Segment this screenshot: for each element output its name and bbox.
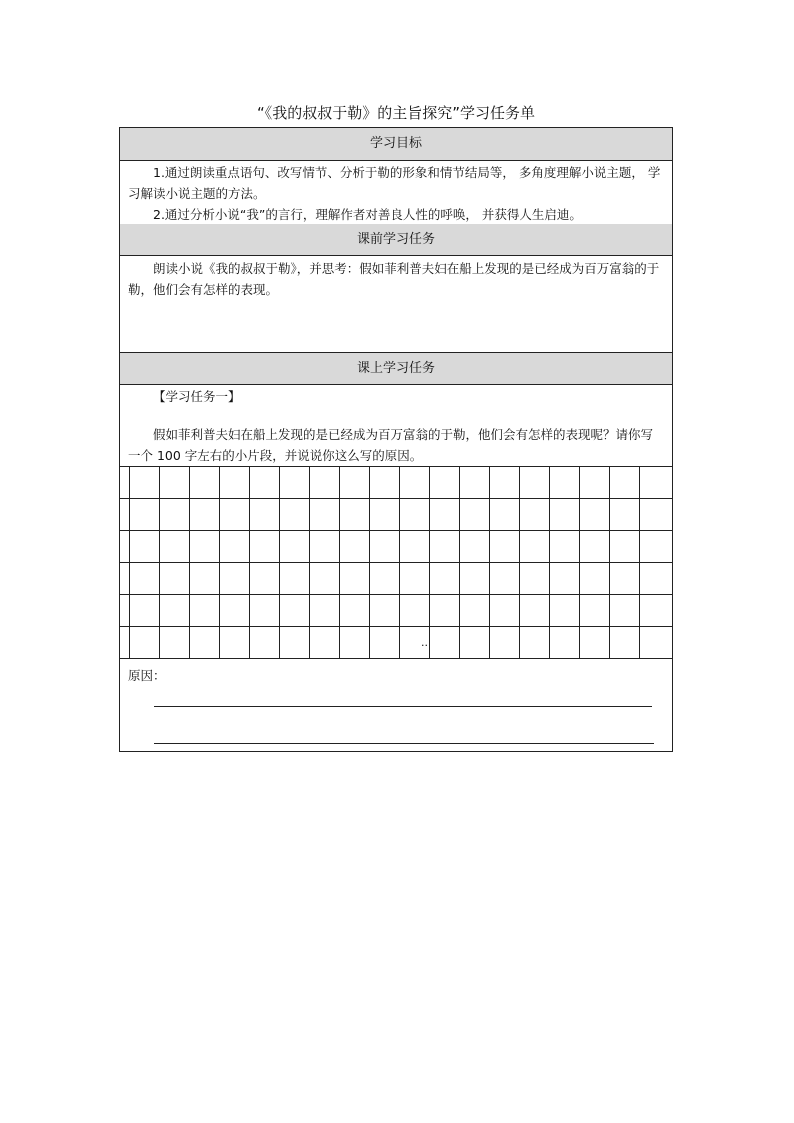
grid-row (120, 627, 672, 659)
grid-cell[interactable] (220, 499, 250, 531)
grid-cell[interactable] (580, 563, 610, 595)
grid-cell[interactable] (340, 563, 370, 595)
grid-cell[interactable] (220, 563, 250, 595)
grid-cell[interactable] (340, 627, 370, 659)
grid-cell[interactable] (190, 627, 220, 659)
grid-cell[interactable] (280, 595, 310, 627)
grid-cell[interactable] (190, 467, 220, 499)
grid-cell[interactable] (460, 499, 490, 531)
grid-cell[interactable] (310, 595, 340, 627)
grid-cell[interactable] (250, 531, 280, 563)
grid-cell[interactable] (160, 563, 190, 595)
grid-cell[interactable] (310, 467, 340, 499)
grid-cell[interactable] (610, 563, 640, 595)
grid-row (120, 563, 672, 595)
grid-margin (120, 595, 130, 627)
grid-cell[interactable] (340, 467, 370, 499)
grid-cell[interactable] (610, 595, 640, 627)
grid-cell[interactable] (340, 531, 370, 563)
grid-cell[interactable] (460, 627, 490, 659)
grid-cell[interactable] (490, 467, 520, 499)
grid-cell[interactable] (130, 467, 160, 499)
grid-cell[interactable] (340, 595, 370, 627)
grid-cell[interactable] (580, 467, 610, 499)
grid-cell[interactable] (520, 467, 550, 499)
grid-cell[interactable] (370, 531, 400, 563)
grid-cell[interactable] (640, 467, 672, 499)
grid-cell[interactable] (490, 595, 520, 627)
grid-cell[interactable] (400, 531, 430, 563)
grid-cell[interactable] (430, 499, 460, 531)
grid-cell[interactable] (370, 499, 400, 531)
reason-label: 原因： (128, 668, 166, 683)
grid-cell[interactable] (160, 499, 190, 531)
grid-cell[interactable] (520, 563, 550, 595)
grid-cell[interactable] (400, 595, 430, 627)
task-one-prompt: 假如菲利普夫妇在船上发现的是已经成为百万富翁的于勒，他们会有怎样的表现呢？请你写一个 100 字左右的小片段，并说说你这么写的原因。 (128, 427, 654, 463)
grid-cell[interactable] (250, 595, 280, 627)
grid-cell[interactable] (550, 531, 580, 563)
grid-cell[interactable] (130, 531, 160, 563)
grid-cell[interactable] (610, 467, 640, 499)
grid-cell[interactable] (460, 467, 490, 499)
grid-cell[interactable] (370, 595, 400, 627)
grid-cell[interactable] (490, 563, 520, 595)
grid-cell[interactable] (160, 467, 190, 499)
grid-cell[interactable] (190, 531, 220, 563)
grid-cell[interactable] (310, 531, 340, 563)
grid-cell[interactable] (370, 627, 400, 659)
grid-cell[interactable] (220, 531, 250, 563)
grid-cell[interactable] (280, 531, 310, 563)
grid-cell[interactable] (550, 499, 580, 531)
goals-heading: 学习目标 (120, 128, 672, 161)
task-one-label: 【学习任务一】 (153, 389, 241, 404)
inclass-heading: 课上学习任务 (120, 353, 672, 385)
grid-cell[interactable] (490, 627, 520, 659)
grid-cell[interactable] (430, 627, 460, 659)
grid-cell[interactable] (520, 531, 550, 563)
grid-cell[interactable] (250, 467, 280, 499)
grid-row (120, 531, 672, 563)
grid-cell[interactable] (490, 499, 520, 531)
grid-cell[interactable] (220, 627, 250, 659)
grid-cell[interactable] (310, 499, 340, 531)
grid-row (120, 595, 672, 627)
grid-cell[interactable] (250, 563, 280, 595)
goal-item-1: 1.通过朗读重点语句、改写情节、分析于勒的形象和情节结局等， 多角度理解小说主题， 学习解读小说主题的方法。 (128, 165, 661, 201)
grid-cell[interactable] (310, 627, 340, 659)
grid-cell[interactable] (580, 499, 610, 531)
grid-cell[interactable] (610, 531, 640, 563)
grid-cell[interactable] (400, 627, 430, 659)
grid-cell[interactable] (220, 467, 250, 499)
grid-margin (120, 467, 130, 499)
grid-cell[interactable] (160, 627, 190, 659)
grid-cell[interactable] (520, 627, 550, 659)
grid-cell[interactable] (490, 531, 520, 563)
goal-item-2: 2.通过分析小说“我”的言行，理解作者对善良人性的呼唤， 并获得人生启迪。 (153, 207, 582, 222)
grid-cell[interactable] (400, 467, 430, 499)
grid-cell[interactable] (550, 595, 580, 627)
grid-cell[interactable] (160, 531, 190, 563)
grid-cell[interactable] (220, 595, 250, 627)
grid-cell[interactable] (430, 563, 460, 595)
reason-answer-line[interactable] (154, 706, 652, 707)
preclass-heading: 课前学习任务 (120, 224, 672, 256)
grid-cell[interactable] (640, 563, 672, 595)
task-sheet-table (119, 127, 673, 752)
grid-cell[interactable] (370, 467, 400, 499)
grid-cell[interactable] (280, 499, 310, 531)
preclass-task-text: 朗读小说《我的叔叔于勒》，并思考：假如菲利普夫妇在船上发现的是已经成为百万富翁的于勒，他们会有怎样的表现。 (128, 261, 660, 297)
grid-cell[interactable] (460, 595, 490, 627)
grid-cell[interactable] (310, 563, 340, 595)
grid-cell[interactable] (640, 627, 672, 659)
grid-cell[interactable] (430, 595, 460, 627)
grid-cell[interactable] (550, 467, 580, 499)
grid-cell[interactable] (280, 467, 310, 499)
grid-cell[interactable] (610, 499, 640, 531)
grid-cell[interactable] (160, 595, 190, 627)
grid-cell[interactable] (640, 595, 672, 627)
grid-margin (120, 627, 130, 659)
grid-cell[interactable] (190, 499, 220, 531)
grid-cell[interactable] (190, 563, 220, 595)
grid-marker: .. (421, 636, 428, 649)
grid-cell[interactable] (460, 563, 490, 595)
grid-cell[interactable] (280, 563, 310, 595)
grid-cell[interactable] (550, 563, 580, 595)
grid-cell[interactable] (640, 531, 672, 563)
grid-cell[interactable] (460, 531, 490, 563)
document-title: “《我的叔叔于勒》的主旨探究”学习任务单 (256, 104, 536, 122)
grid-cell[interactable] (580, 531, 610, 563)
grid-cell[interactable] (130, 595, 160, 627)
grid-margin (120, 563, 130, 595)
grid-cell[interactable] (190, 595, 220, 627)
grid-cell[interactable] (400, 563, 430, 595)
grid-cell[interactable] (130, 499, 160, 531)
grid-margin (120, 499, 130, 531)
grid-cell[interactable] (250, 627, 280, 659)
grid-cell[interactable] (370, 563, 400, 595)
grid-cell[interactable] (550, 627, 580, 659)
grid-row (120, 499, 672, 531)
grid-cell[interactable] (580, 627, 610, 659)
grid-cell[interactable] (430, 531, 460, 563)
grid-cell[interactable] (640, 499, 672, 531)
grid-cell[interactable] (520, 595, 550, 627)
grid-cell[interactable] (610, 627, 640, 659)
grid-cell[interactable] (130, 627, 160, 659)
grid-cell[interactable] (430, 467, 460, 499)
grid-cell[interactable] (280, 627, 310, 659)
reason-answer-line[interactable] (154, 743, 654, 744)
grid-cell[interactable] (250, 499, 280, 531)
grid-cell[interactable] (130, 563, 160, 595)
grid-cell[interactable] (340, 499, 370, 531)
grid-row (120, 467, 672, 499)
grid-margin (120, 531, 130, 563)
grid-cell[interactable] (520, 499, 550, 531)
grid-cell[interactable] (400, 499, 430, 531)
grid-cell[interactable] (580, 595, 610, 627)
